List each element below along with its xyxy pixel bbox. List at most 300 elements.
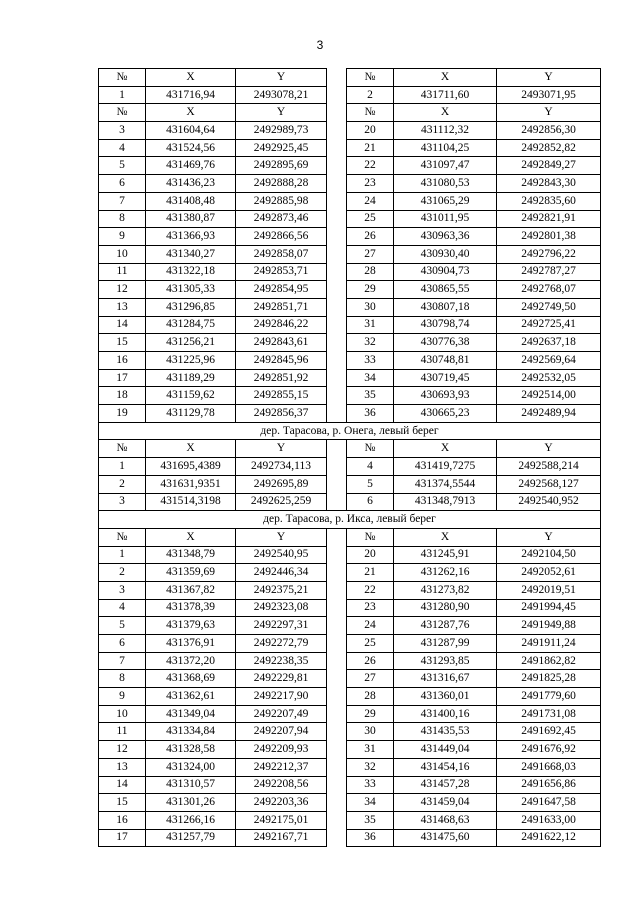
point-number: 1	[99, 546, 146, 564]
y-coordinate: 2491622,12	[497, 829, 601, 847]
x-coordinate: 431112,32	[394, 122, 497, 140]
column-header-number: №	[347, 440, 394, 458]
x-coordinate: 431459,04	[394, 794, 497, 812]
point-number: 19	[99, 405, 146, 423]
column-gap	[327, 104, 347, 122]
y-coordinate: 2492801,38	[497, 228, 601, 246]
table-header-row	[99, 440, 601, 458]
x-coordinate: 430930,40	[394, 245, 497, 263]
y-coordinate: 2492888,28	[236, 175, 327, 193]
column-header-x: X	[146, 440, 236, 458]
y-coordinate: 2492851,71	[236, 298, 327, 316]
column-gap	[327, 564, 347, 582]
column-header-y: Y	[236, 440, 327, 458]
point-number: 28	[347, 688, 394, 706]
point-number: 1	[99, 458, 146, 476]
column-gap	[327, 741, 347, 759]
point-number: 29	[347, 281, 394, 299]
y-coordinate: 2492209,93	[236, 741, 327, 759]
point-number: 25	[347, 635, 394, 653]
column-header-y: Y	[236, 69, 327, 87]
y-coordinate: 2492843,61	[236, 334, 327, 352]
table-row	[99, 157, 601, 175]
table-row	[99, 617, 601, 635]
point-number: 16	[99, 352, 146, 370]
y-coordinate: 2492925,45	[236, 139, 327, 157]
point-number: 29	[347, 705, 394, 723]
point-number: 4	[347, 458, 394, 476]
y-coordinate: 2492849,27	[497, 157, 601, 175]
point-number: 10	[99, 245, 146, 263]
point-number: 26	[347, 228, 394, 246]
y-coordinate: 2492297,31	[236, 617, 327, 635]
y-coordinate: 2492725,41	[497, 316, 601, 334]
column-gap	[327, 210, 347, 228]
x-coordinate: 430776,38	[394, 334, 497, 352]
table-row	[99, 192, 601, 210]
table-row	[99, 652, 601, 670]
x-coordinate: 431225,96	[146, 352, 236, 370]
y-coordinate: 2491862,82	[497, 652, 601, 670]
y-coordinate: 2492323,08	[236, 599, 327, 617]
x-coordinate: 431293,85	[394, 652, 497, 670]
x-coordinate: 431360,01	[394, 688, 497, 706]
x-coordinate: 431301,26	[146, 794, 236, 812]
y-coordinate: 2491656,86	[497, 776, 601, 794]
y-coordinate: 2492854,95	[236, 281, 327, 299]
y-coordinate: 2492238,35	[236, 652, 327, 670]
column-header-y: Y	[236, 104, 327, 122]
section-title-row	[99, 422, 601, 440]
x-coordinate: 431159,62	[146, 387, 236, 405]
table-row	[99, 723, 601, 741]
point-number: 23	[347, 175, 394, 193]
point-number: 14	[99, 776, 146, 794]
column-gap	[327, 635, 347, 653]
column-gap	[327, 829, 347, 847]
column-gap	[327, 369, 347, 387]
y-coordinate: 2492866,56	[236, 228, 327, 246]
table-row	[99, 741, 601, 759]
point-number: 32	[347, 334, 394, 352]
x-coordinate: 430693,93	[394, 387, 497, 405]
x-coordinate: 431380,87	[146, 210, 236, 228]
table-header-row	[99, 528, 601, 546]
y-coordinate: 2492489,94	[497, 405, 601, 423]
column-gap	[327, 475, 347, 493]
y-coordinate: 2492203,36	[236, 794, 327, 812]
point-number: 24	[347, 192, 394, 210]
y-coordinate: 2491692,45	[497, 723, 601, 741]
column-gap	[327, 192, 347, 210]
column-header-x: X	[394, 104, 497, 122]
x-coordinate: 431366,93	[146, 228, 236, 246]
x-coordinate: 431436,23	[146, 175, 236, 193]
y-coordinate: 2492851,92	[236, 369, 327, 387]
point-number: 31	[347, 316, 394, 334]
point-number: 15	[99, 334, 146, 352]
x-coordinate: 431475,60	[394, 829, 497, 847]
x-coordinate: 431348,7913	[394, 493, 497, 511]
x-coordinate: 431310,57	[146, 776, 236, 794]
x-coordinate: 430904,73	[394, 263, 497, 281]
column-header-number: №	[99, 440, 146, 458]
point-number: 7	[99, 652, 146, 670]
x-coordinate: 431349,04	[146, 705, 236, 723]
column-header-number: №	[99, 528, 146, 546]
point-number: 17	[99, 829, 146, 847]
x-coordinate: 431129,78	[146, 405, 236, 423]
section-title: дер. Тарасова, р. Онега, левый берег	[99, 422, 601, 440]
table-row	[99, 581, 601, 599]
y-coordinate: 2491825,28	[497, 670, 601, 688]
table-row	[99, 245, 601, 263]
point-number: 28	[347, 263, 394, 281]
x-coordinate: 431080,53	[394, 175, 497, 193]
x-coordinate: 431324,00	[146, 758, 236, 776]
point-number: 35	[347, 387, 394, 405]
y-coordinate: 2492207,49	[236, 705, 327, 723]
column-gap	[327, 122, 347, 140]
column-gap	[327, 493, 347, 511]
y-coordinate: 2491994,45	[497, 599, 601, 617]
table-row	[99, 794, 601, 812]
x-coordinate: 430963,36	[394, 228, 497, 246]
point-number: 5	[99, 157, 146, 175]
y-coordinate: 2492895,69	[236, 157, 327, 175]
x-coordinate: 431469,76	[146, 157, 236, 175]
x-coordinate: 431631,9351	[146, 475, 236, 493]
x-coordinate: 431334,84	[146, 723, 236, 741]
column-header-x: X	[146, 528, 236, 546]
column-header-y: Y	[497, 528, 601, 546]
y-coordinate: 2492873,46	[236, 210, 327, 228]
point-number: 11	[99, 723, 146, 741]
column-header-y: Y	[236, 528, 327, 546]
column-gap	[327, 705, 347, 723]
point-number: 20	[347, 546, 394, 564]
point-number: 33	[347, 776, 394, 794]
x-coordinate: 431065,29	[394, 192, 497, 210]
y-coordinate: 2492853,71	[236, 263, 327, 281]
table-row	[99, 369, 601, 387]
page-number: 3	[316, 38, 324, 52]
table-row	[99, 387, 601, 405]
column-gap	[327, 387, 347, 405]
point-number: 27	[347, 670, 394, 688]
y-coordinate: 2493078,21	[236, 86, 327, 104]
table-row	[99, 705, 601, 723]
table-row	[99, 776, 601, 794]
table-row	[99, 298, 601, 316]
x-coordinate: 431514,3198	[146, 493, 236, 511]
y-coordinate: 2492568,127	[497, 475, 601, 493]
y-coordinate: 2492989,73	[236, 122, 327, 140]
y-coordinate: 2492175,01	[236, 811, 327, 829]
x-coordinate: 431368,69	[146, 670, 236, 688]
y-coordinate: 2492588,214	[497, 458, 601, 476]
column-header-x: X	[394, 528, 497, 546]
x-coordinate: 431104,25	[394, 139, 497, 157]
point-number: 36	[347, 829, 394, 847]
column-header-y: Y	[497, 104, 601, 122]
point-number: 2	[99, 564, 146, 582]
x-coordinate: 431716,94	[146, 86, 236, 104]
point-number: 36	[347, 405, 394, 423]
x-coordinate: 431362,61	[146, 688, 236, 706]
column-gap	[327, 86, 347, 104]
y-coordinate: 2492768,07	[497, 281, 601, 299]
x-coordinate: 431273,82	[394, 581, 497, 599]
column-gap	[327, 670, 347, 688]
x-coordinate: 431305,33	[146, 281, 236, 299]
x-coordinate: 431449,04	[394, 741, 497, 759]
y-coordinate: 2492787,27	[497, 263, 601, 281]
point-number: 3	[99, 581, 146, 599]
column-gap	[327, 688, 347, 706]
table-row	[99, 139, 601, 157]
column-gap	[327, 458, 347, 476]
x-coordinate: 431266,16	[146, 811, 236, 829]
y-coordinate: 2492856,37	[236, 405, 327, 423]
table-row	[99, 210, 601, 228]
x-coordinate: 431359,69	[146, 564, 236, 582]
point-number: 5	[99, 617, 146, 635]
table-header-row	[99, 104, 601, 122]
point-number: 34	[347, 794, 394, 812]
column-gap	[327, 298, 347, 316]
table-row	[99, 829, 601, 847]
point-number: 11	[99, 263, 146, 281]
column-gap	[327, 245, 347, 263]
y-coordinate: 2492446,34	[236, 564, 327, 582]
column-header-x: X	[394, 440, 497, 458]
point-number: 2	[99, 475, 146, 493]
x-coordinate: 431256,21	[146, 334, 236, 352]
y-coordinate: 2492208,56	[236, 776, 327, 794]
x-coordinate: 431348,79	[146, 546, 236, 564]
point-number: 31	[347, 741, 394, 759]
point-number: 9	[99, 228, 146, 246]
x-coordinate: 431340,27	[146, 245, 236, 263]
y-coordinate: 2492375,21	[236, 581, 327, 599]
point-number: 13	[99, 298, 146, 316]
table-row	[99, 493, 601, 511]
column-gap	[327, 440, 347, 458]
table-row	[99, 670, 601, 688]
table-header-row	[99, 69, 601, 87]
table-row	[99, 564, 601, 582]
point-number: 22	[347, 157, 394, 175]
x-coordinate: 431457,28	[394, 776, 497, 794]
y-coordinate: 2492217,90	[236, 688, 327, 706]
table-row	[99, 688, 601, 706]
y-coordinate: 2492540,95	[236, 546, 327, 564]
point-number: 15	[99, 794, 146, 812]
y-coordinate: 2492734,113	[236, 458, 327, 476]
x-coordinate: 431262,16	[394, 564, 497, 582]
x-coordinate: 431367,82	[146, 581, 236, 599]
x-coordinate: 430719,45	[394, 369, 497, 387]
column-header-number: №	[347, 69, 394, 87]
column-gap	[327, 405, 347, 423]
point-number: 1	[99, 86, 146, 104]
column-gap	[327, 352, 347, 370]
column-header-number: №	[347, 528, 394, 546]
column-header-x: X	[394, 69, 497, 87]
x-coordinate: 431296,85	[146, 298, 236, 316]
y-coordinate: 2492569,64	[497, 352, 601, 370]
y-coordinate: 2492749,50	[497, 298, 601, 316]
x-coordinate: 430807,18	[394, 298, 497, 316]
y-coordinate: 2492052,61	[497, 564, 601, 582]
point-number: 26	[347, 652, 394, 670]
y-coordinate: 2492272,79	[236, 635, 327, 653]
point-number: 16	[99, 811, 146, 829]
x-coordinate: 431287,99	[394, 635, 497, 653]
x-coordinate: 431374,5544	[394, 475, 497, 493]
x-coordinate: 431284,75	[146, 316, 236, 334]
x-coordinate: 431419,7275	[394, 458, 497, 476]
section-title: дер. Тарасова, р. Икса, левый берег	[99, 511, 601, 529]
x-coordinate: 431287,76	[394, 617, 497, 635]
y-coordinate: 2492852,82	[497, 139, 601, 157]
point-number: 2	[347, 86, 394, 104]
table-row	[99, 405, 601, 423]
x-coordinate: 431435,53	[394, 723, 497, 741]
point-number: 23	[347, 599, 394, 617]
y-coordinate: 2492019,51	[497, 581, 601, 599]
x-coordinate: 431376,91	[146, 635, 236, 653]
x-coordinate: 431280,90	[394, 599, 497, 617]
column-gap	[327, 228, 347, 246]
column-gap	[327, 263, 347, 281]
y-coordinate: 2492229,81	[236, 670, 327, 688]
x-coordinate: 431328,58	[146, 741, 236, 759]
y-coordinate: 2491731,08	[497, 705, 601, 723]
point-number: 25	[347, 210, 394, 228]
point-number: 7	[99, 192, 146, 210]
y-coordinate: 2491676,92	[497, 741, 601, 759]
column-header-number: №	[99, 104, 146, 122]
column-gap	[327, 723, 347, 741]
column-header-y: Y	[497, 440, 601, 458]
point-number: 9	[99, 688, 146, 706]
y-coordinate: 2493071,95	[497, 86, 601, 104]
table-row	[99, 811, 601, 829]
table-row	[99, 352, 601, 370]
table-row	[99, 263, 601, 281]
point-number: 14	[99, 316, 146, 334]
point-number: 10	[99, 705, 146, 723]
table-row	[99, 86, 601, 104]
y-coordinate: 2492207,94	[236, 723, 327, 741]
table-row	[99, 122, 601, 140]
y-coordinate: 2492843,30	[497, 175, 601, 193]
point-number: 8	[99, 670, 146, 688]
y-coordinate: 2492845,96	[236, 352, 327, 370]
point-number: 4	[99, 599, 146, 617]
x-coordinate: 431695,4389	[146, 458, 236, 476]
column-gap	[327, 652, 347, 670]
x-coordinate: 431379,63	[146, 617, 236, 635]
x-coordinate: 430748,81	[394, 352, 497, 370]
point-number: 27	[347, 245, 394, 263]
column-gap	[327, 157, 347, 175]
x-coordinate: 431189,29	[146, 369, 236, 387]
x-coordinate: 431408,48	[146, 192, 236, 210]
point-number: 35	[347, 811, 394, 829]
column-gap	[327, 794, 347, 812]
y-coordinate: 2492514,00	[497, 387, 601, 405]
x-coordinate: 431257,79	[146, 829, 236, 847]
y-coordinate: 2491633,00	[497, 811, 601, 829]
point-number: 4	[99, 139, 146, 157]
x-coordinate: 431468,63	[394, 811, 497, 829]
y-coordinate: 2492858,07	[236, 245, 327, 263]
x-coordinate: 431097,47	[394, 157, 497, 175]
column-gap	[327, 528, 347, 546]
y-coordinate: 2492695,89	[236, 475, 327, 493]
y-coordinate: 2491647,58	[497, 794, 601, 812]
table-row	[99, 228, 601, 246]
column-header-y: Y	[497, 69, 601, 87]
table-row	[99, 599, 601, 617]
x-coordinate: 431245,91	[394, 546, 497, 564]
point-number: 20	[347, 122, 394, 140]
point-number: 22	[347, 581, 394, 599]
point-number: 6	[347, 493, 394, 511]
x-coordinate: 431400,16	[394, 705, 497, 723]
point-number: 30	[347, 723, 394, 741]
column-header-x: X	[146, 69, 236, 87]
point-number: 17	[99, 369, 146, 387]
column-gap	[327, 776, 347, 794]
table-row	[99, 546, 601, 564]
column-header-x: X	[146, 104, 236, 122]
table-row	[99, 334, 601, 352]
column-gap	[327, 811, 347, 829]
point-number: 18	[99, 387, 146, 405]
column-gap	[327, 281, 347, 299]
point-number: 6	[99, 635, 146, 653]
y-coordinate: 2492625,259	[236, 493, 327, 511]
y-coordinate: 2492885,98	[236, 192, 327, 210]
point-number: 12	[99, 741, 146, 759]
y-coordinate: 2492856,30	[497, 122, 601, 140]
y-coordinate: 2491911,24	[497, 635, 601, 653]
y-coordinate: 2492104,50	[497, 546, 601, 564]
y-coordinate: 2492821,91	[497, 210, 601, 228]
table-row	[99, 316, 601, 334]
x-coordinate: 431454,16	[394, 758, 497, 776]
point-number: 34	[347, 369, 394, 387]
y-coordinate: 2492212,37	[236, 758, 327, 776]
point-number: 12	[99, 281, 146, 299]
coordinates-table	[98, 68, 601, 847]
column-gap	[327, 581, 347, 599]
column-gap	[327, 316, 347, 334]
point-number: 6	[99, 175, 146, 193]
point-number: 33	[347, 352, 394, 370]
point-number: 3	[99, 493, 146, 511]
column-header-number: №	[99, 69, 146, 87]
column-gap	[327, 175, 347, 193]
table-row	[99, 458, 601, 476]
y-coordinate: 2492855,15	[236, 387, 327, 405]
x-coordinate: 431316,67	[394, 670, 497, 688]
column-gap	[327, 758, 347, 776]
